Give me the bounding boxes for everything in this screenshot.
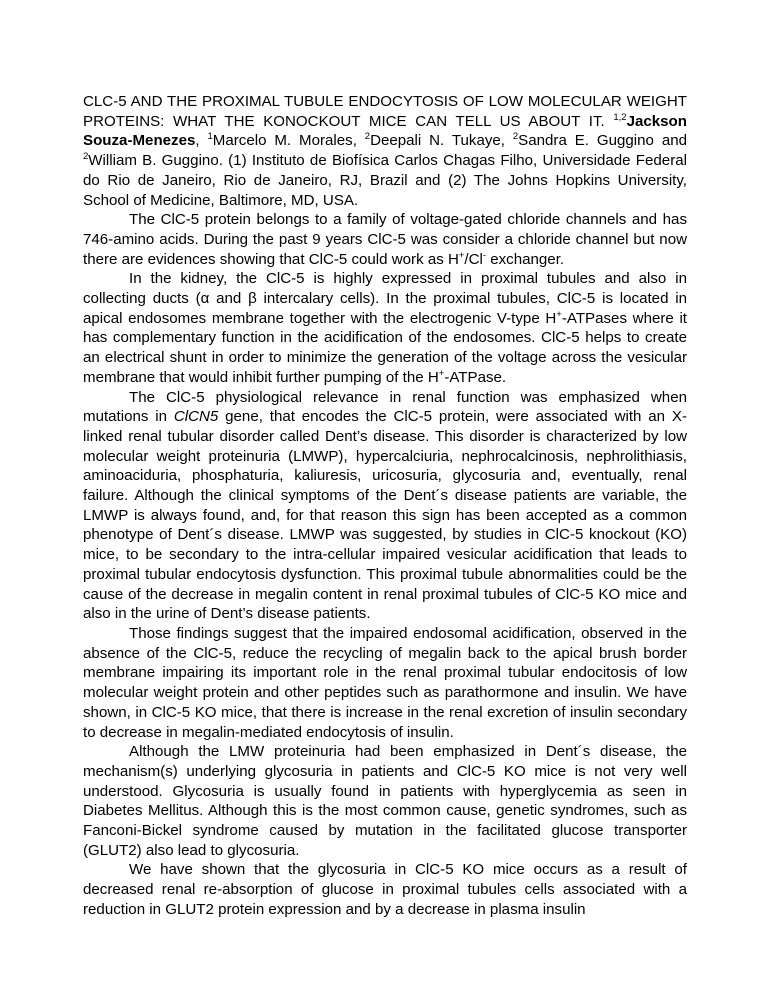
- affiliations: (1) Instituto de Biofísica Carlos Chagas Filho, Universidade Federal do Rio de Janeiro, Rio de Janeiro, RJ, Brazil and (2) The Johns Hopkins University, School of Medicine, Baltimore, MD, USA.: [83, 152, 687, 209]
- author-superscript: 2: [83, 151, 89, 163]
- paragraph-text: /Cl: [464, 250, 483, 268]
- paragraph-text: exchanger.: [486, 250, 565, 268]
- paragraph-6: We have shown that the glycosuria in ClC-5 KO mice occurs as a result of decreased renal re-absorption of glucose in proximal tubules cells associated with a reduction in GLUT2 protein expression and by a decrease in plasma insulin: [83, 861, 687, 918]
- paragraph-3: [83, 388, 687, 624]
- author-separator: ,: [195, 132, 200, 150]
- document-page: [83, 92, 687, 920]
- author-name: Sandra E. Guggino and: [518, 132, 687, 150]
- author-name: William B. Guggino.: [88, 152, 223, 170]
- gene-name: ClCN5: [173, 408, 219, 426]
- author-superscript: 2: [364, 131, 371, 143]
- paragraph-5: Although the LMW proteinuria had been emphasized in Dent´s disease, the mechanism(s) underlying glycosuria in patients and ClC-5 KO mice is not very well understood. Glycosuria is usually found in patients with hyperglycemia as seen in Diabetes Mellitus. Although this is the most common cause, genetic syndromes, such as Fanconi-Bickel syndrome caused by mutation in the facilitated glucose transporter (GLUT2) also lead to glycosuria.: [83, 743, 687, 859]
- paragraph-text: gene, that encodes the ClC-5 protein, were associated with an X-linked renal tubular disorder called Dent’s disease. This disorder is characterized by low molecular weight proteinuria (LMWP), hypercalciuria, nephrocalcinosis, nephrolithiasis, aminoaciduria, phosphaturia, kaliuresis, uricosuria, glycosuria and, eventually, renal failure. Although the clinical symptoms of the Dent´s disease patients are variable, the LMWP is always found, and, for that reason this sign has been accepted as a common phenotype of Dent´s disease. LMWP was suggested, by studies in ClC-5 knockout (KO) mice, to be secondary to the intra-cellular impaired vesicular acidification that leads to proximal tubular endocytosis dysfunction. This proximal tubule abnormalities could be the cause of the decrease in megalin content in renal proximal tubules of ClC-5 KO mice and also in the urine of Dent’s disease patients.: [83, 408, 687, 623]
- paragraph-1: [83, 210, 687, 269]
- superscript: +: [556, 308, 562, 320]
- abstract-title: CLC-5 AND THE PROXIMAL TUBULE ENDOCYTOSIS OF LOW MOLECULAR WEIGHT PROTEINS: WHAT THE KONOCKOUT MICE CAN TELL US ABOUT IT.: [83, 93, 687, 130]
- superscript: +: [458, 249, 465, 261]
- paragraph-2: [83, 269, 687, 387]
- paragraph-text: -ATPases where it has complementary function in the acidification of the endosomes. ClC-5 helps to create an electrical shunt in order to minimize the generation of the voltage across the vesicular membrane that would inhibit further pumping of the H: [83, 309, 688, 386]
- author-name: Marcelo M. Morales,: [212, 132, 357, 150]
- abstract-header: [83, 92, 687, 210]
- paragraph-text: -ATPase.: [444, 368, 507, 386]
- paragraph-text: In the kidney, the ClC-5 is highly expressed in proximal tubules and also in collecting ducts (α and β intercalary cells). In the proximal tubules, ClC-5 is located in apical endosomes membrane together with the electrogenic V-type H: [83, 270, 687, 327]
- author-superscript: 1: [207, 131, 213, 143]
- lead-author-name: Jackson Souza-Menezes: [83, 112, 687, 150]
- superscript: +: [438, 367, 445, 379]
- paragraph-text: The ClC-5 protein belongs to a family of voltage-gated chloride channels and has 746-amino acids. During the past 9 years ClC-5 was consider a chloride channel but now there are evidences showing that ClC-5 could work as H: [83, 211, 687, 268]
- author-superscript: 1,2: [613, 111, 627, 123]
- author-superscript: 2: [512, 131, 519, 143]
- superscript: -: [482, 249, 487, 261]
- paragraph-4: Those findings suggest that the impaired endosomal acidification, observed in the absence of the ClC-5, reduce the recycling of megalin back to the apical brush border membrane impairing its important role in the renal proximal tubular endocitosis of low molecular weight protein and other peptides such as parathormone and insulin. We have shown, in ClC-5 KO mice, that there is increase in the renal excretion of insulin secondary to decrease in megalin-mediated endocytosis of insulin.: [83, 624, 687, 741]
- paragraph-text: The ClC-5 physiological relevance in renal function was emphasized when mutations in: [83, 388, 687, 426]
- author-name: Deepali N. Tukaye,: [370, 132, 505, 150]
